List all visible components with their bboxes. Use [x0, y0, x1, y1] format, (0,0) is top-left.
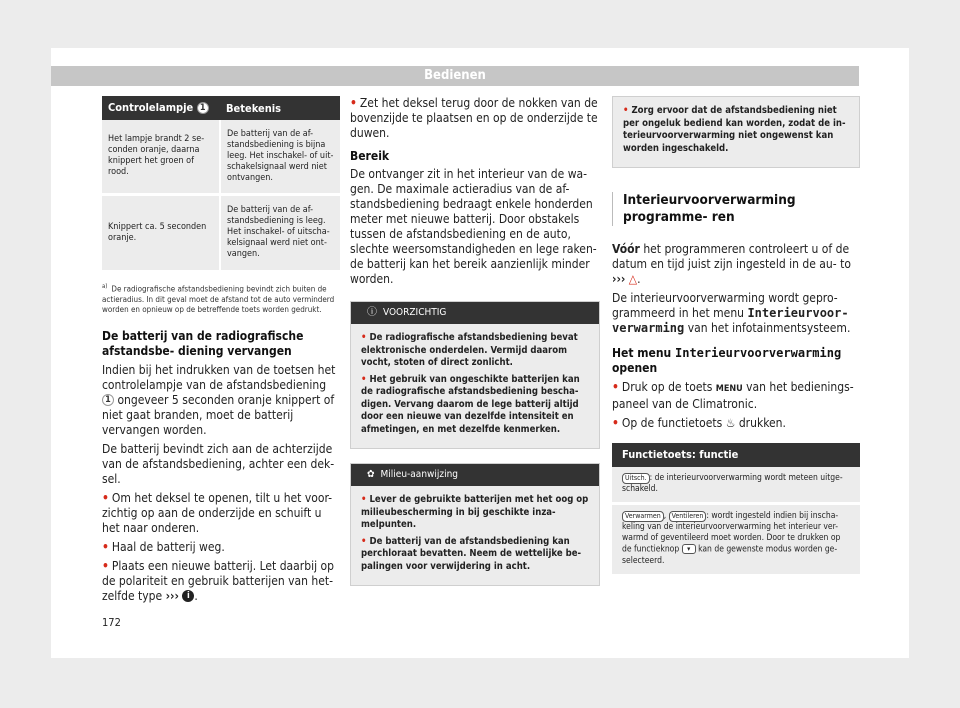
number-1-icon: 1 — [197, 102, 209, 114]
paragraph: De ontvanger zit in het interieur van de wa- gen. De maximale actieradius van de af- standsbediening bedraagt enkele honderden meter met nieuwe batterij. Door obstakels tussen de afstandsbediening en de auto, slechte weersomstandigheden en lege raken- de batterij kan het bereik aanzienlijk minder worden. — [350, 167, 597, 286]
bullet-icon: • — [350, 96, 357, 110]
bullet-icon: • — [102, 539, 109, 554]
bullet-icon: • — [612, 380, 619, 394]
table-cell: Het lampje brandt 2 se- conden oranje, daarna knippert het groen of rood. — [102, 120, 220, 194]
note-body — [613, 97, 859, 167]
bullet-icon: • — [102, 490, 109, 505]
table-row: Uitsch. : de interieurvoorverwarming wordt meteen uitge- schakeld. — [612, 467, 860, 502]
off-button-label: Uitsch. — [622, 473, 650, 484]
warning-triangle-icon: △ — [628, 272, 638, 286]
bullet-icon: • — [361, 332, 367, 343]
table-row: Verwarmen , Ventileren : wordt ingesteld indien bij inscha- keling van de interieurvoorverwarming het interieur ver- warmd of geventileerd moet worden. Door te drukken op de functieknop ▾ kan de gewenste modus worden ge- selecteerd. — [612, 502, 860, 574]
bullet-icon: • — [361, 373, 367, 385]
table-row — [102, 120, 340, 194]
table-cell: Knippert ca. 5 seconden oranje. — [102, 194, 220, 270]
paragraph: De interieurvoorverwarming wordt gepro- grammeerd in het menu Interieurvoor- verwarming van het infotainmentsysteem. — [612, 291, 851, 335]
function-table-header: Functietoets: functie — [612, 443, 860, 467]
info-icon: i — [182, 590, 194, 602]
function-table — [612, 443, 860, 574]
bullet-icon: • — [102, 558, 109, 573]
list-item: • Zorg ervoor dat de afstandsbediening niet per ongeluk bediend kan worden, zodat de in- terieurvoorverwarming niet ongewenst kan worden ingeschakeld. — [623, 105, 846, 154]
column-1 — [102, 96, 340, 604]
footnote: $^{a)}$ De radiografische afstandsbediening bevindt zich buiten de actieradius. In dit geval moet de afstand tot de auto verminderd worden en opnieuw op de betreffende toets worden gedrukt. — [102, 283, 335, 314]
bullet-icon: • — [623, 105, 629, 116]
reference-link[interactable]: ››› — [612, 272, 626, 286]
section-heading: Het menu Interieurvoorverwarming openen — [612, 346, 842, 375]
list-item: • Op de functietoets ♨ drukken. — [612, 416, 786, 430]
table-header-meaning: Betekenis — [220, 96, 340, 120]
section-heading: De batterij van de radiografische afstandsbe- diening vervangen — [102, 328, 304, 358]
chevron-down-icon: ▾ — [682, 544, 696, 554]
column-2 — [350, 96, 600, 586]
list-item: • De batterij van de afstandsbediening kan perchloraat bevatten. Neem de wettelijke be- palingen voor verwijdering in acht. — [361, 535, 582, 572]
environment-header: ✿ Milieu-aanwijzing — [351, 464, 599, 486]
note-box — [612, 96, 860, 168]
section-title: Interieurvoorverwarming programme- ren — [612, 192, 860, 226]
menu-key-icon: MENU — [715, 384, 743, 394]
number-1-icon: 1 — [102, 394, 114, 406]
warning-circle-icon: ⓘ — [367, 307, 377, 318]
list-item: • De radiografische afstandsbediening bevat elektronische onderdelen. Vermijd daarom vocht, stoten of direct zonlicht. — [361, 332, 578, 368]
column-3 — [612, 96, 860, 574]
page-number: 172 — [102, 616, 121, 629]
paragraph: Vóór het programmeren controleert u of de datum en tijd juist zijn ingesteld in de au- to ››› △. — [612, 242, 851, 286]
list-item: • Zet het deksel terug door de nokken van de bovenzijde te plaatsen en op de onderzijde te duwen. — [350, 96, 598, 140]
caution-body — [351, 324, 599, 448]
list-item: • Plaats een nieuwe batterij. Let daarbij op de polariteit en gebruik batterijen van het- zelfde type ››› i . — [102, 558, 334, 603]
bullet-icon: • — [612, 416, 619, 430]
caution-header: ⓘ VOORZICHTIG — [351, 302, 599, 324]
list-item: • Haal de batterij weg. — [102, 539, 225, 554]
bullet-icon: • — [361, 535, 367, 547]
environment-body — [351, 486, 599, 585]
section-heading: Bereik — [350, 149, 390, 163]
table-header-lamp: Controlelampje 1 — [102, 96, 220, 120]
heater-key-icon: ♨ — [725, 416, 736, 430]
list-item: • Druk op de toets MENU van het bedienings- paneel van de Climatronic. — [612, 380, 854, 411]
leaf-icon: ✿ — [367, 469, 375, 480]
list-item: • Het gebruik van ongeschikte batterijen kan de radiografische afstandsbediening bescha- digen. Vervang daarom de lege batterij altijd door een nieuwe van dezelfde intensiteit en afmetingen, en met dezelfde kenmerken. — [361, 373, 580, 435]
caution-box — [350, 301, 600, 449]
list-item: • Lever de gebruikte batterijen met het oog op milieubescherming in bij geschikte inza- melpunten. — [361, 494, 589, 530]
table-cell: De batterij van de af- standsbediening is leeg. Het inschakel- of uitscha- kelsignaal werd niet ont- vangen. — [220, 194, 340, 270]
table-cell: De batterij van de af- standsbediening is bijna leeg. Het inschakel- of uit- schakelsignaal werd niet ontvangen. — [220, 120, 340, 194]
paragraph: De batterij bevindt zich aan de achterzijde van de afstandsbediening, achter een dek- sel. — [102, 441, 335, 486]
reference-link[interactable]: ››› — [165, 588, 179, 603]
list-item: • Om het deksel te openen, tilt u het voor- zichtig op aan de onderzijde en schuift u het naar onderen. — [102, 490, 333, 535]
bullet-icon: • — [361, 494, 367, 505]
heat-button-label: Verwarmen — [622, 511, 664, 522]
ventilate-button-label: Ventileren — [669, 511, 707, 522]
control-lamp-table — [102, 96, 340, 270]
paragraph: Indien bij het indrukken van de toetsen het controlelampje van de afstandsbediening 1 ongeveer 5 seconden oranje knippert of niet gaat branden, moet de batterij vervangen worden. — [102, 362, 336, 437]
environment-box — [350, 463, 600, 586]
table-row — [102, 194, 340, 270]
header-title: Bedienen — [51, 66, 859, 86]
